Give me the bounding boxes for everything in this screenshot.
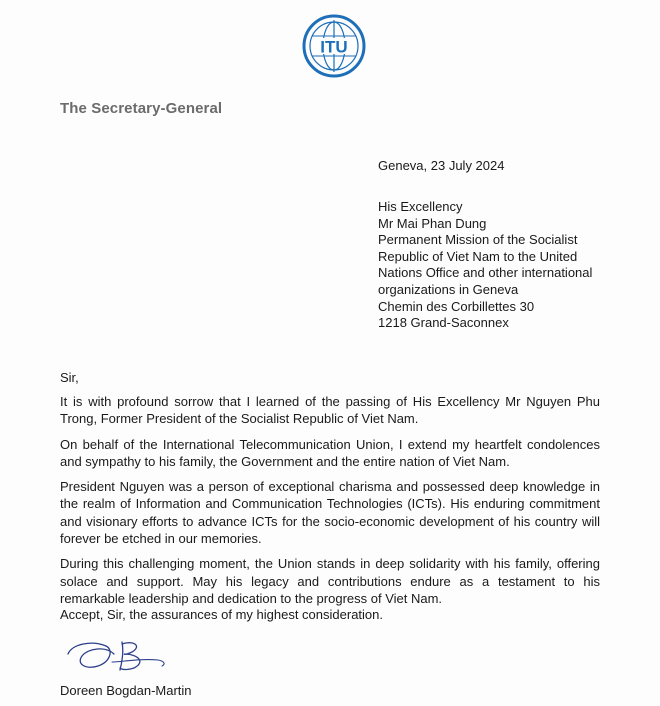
body-paragraph: During this challenging moment, the Union stands in deep solidarity with his family, offering solace and support. May his legacy and contributions endure as a testament to his remarkable leadership and dedication to the progress of Viet Nam.	[60, 556, 600, 606]
body-paragraph: President Nguyen was a person of exceptional charisma and possessed deep knowledge in the realm of Information and Communication Technologies (ICTs). His enduring commitment and visionary efforts to advance ICTs for the socio-economic development of his country will forever be etched in our memories.	[60, 479, 600, 547]
salutation: Sir,	[60, 370, 79, 385]
handwritten-signature	[62, 632, 172, 678]
body-paragraph: It is with profound sorrow that I learned of the passing of His Excellency Mr Nguyen Phu Trong, Former President of the Socialist Republic of Viet Nam.	[60, 394, 600, 427]
sender-title: The Secretary-General	[60, 100, 223, 117]
itu-logo-text: ITU	[320, 37, 348, 57]
letter-body	[60, 393, 600, 615]
address-line: 1218 Grand-Saconnex	[378, 315, 509, 331]
closing-line: Accept, Sir, the assurances of my highest consideration.	[60, 607, 384, 622]
signer-name: Doreen Bogdan-Martin	[60, 683, 192, 698]
address-line: Chemin des Corbillettes 30	[378, 298, 535, 314]
address-line: organizations in Geneva	[378, 281, 519, 297]
body-paragraph: On behalf of the International Telecommunication Union, I extend my heartfelt condolences and sympathy to his family, the Government and the entire nation of Viet Nam.	[60, 436, 600, 469]
address-line: Permanent Mission of the Socialist	[378, 232, 578, 248]
address-line: His Excellency	[378, 199, 463, 214]
recipient-address	[378, 199, 618, 332]
letter-date: Geneva, 23 July 2024	[378, 158, 505, 173]
itu-logo	[302, 14, 366, 78]
address-line: Republic of Viet Nam to the United	[378, 248, 578, 264]
address-line: Mr Mai Phan Dung	[378, 215, 487, 231]
address-line: Nations Office and other international	[378, 265, 593, 281]
